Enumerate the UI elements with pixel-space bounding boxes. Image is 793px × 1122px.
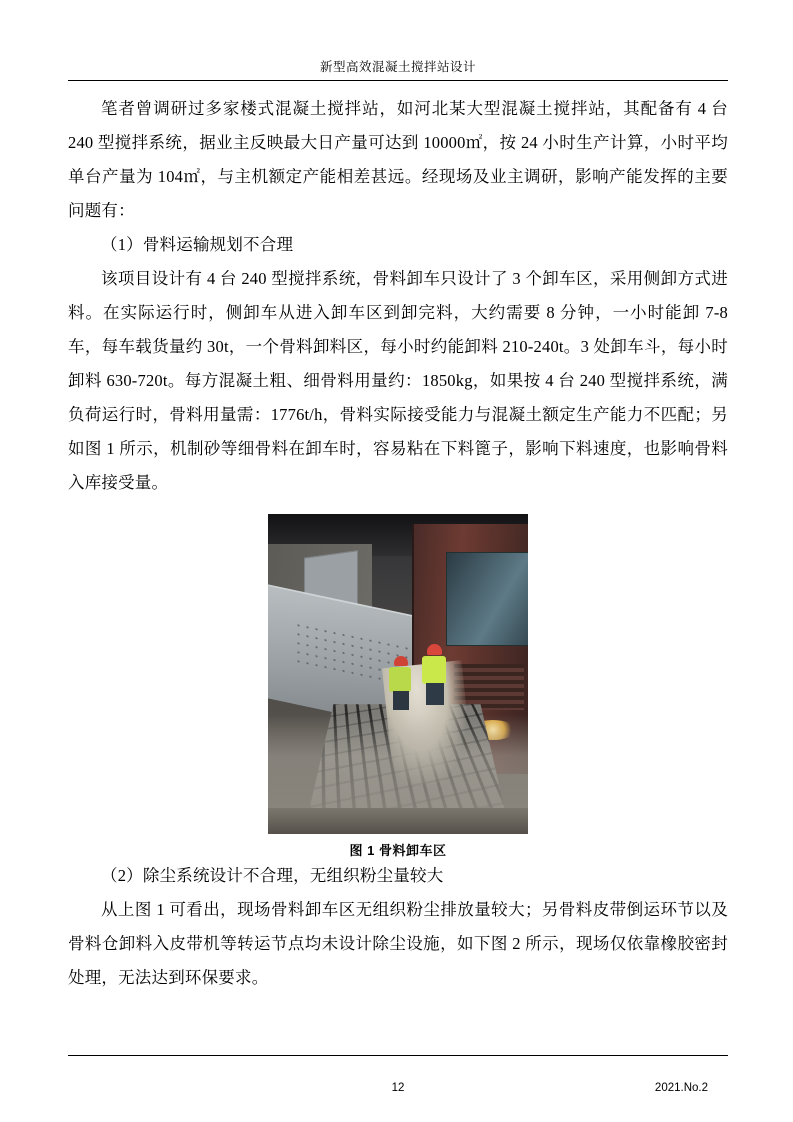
- paragraph-2-heading: （1）骨料运输规划不合理: [101, 235, 294, 254]
- photo-worker-vest: [422, 656, 446, 684]
- paragraph-5: 从上图 1 可看出，现场骨料卸车区无组织粉尘排放量较大；另骨料皮带倒运环节以及骨料仓卸料入皮带机等转运节点均未设计除尘设施，如下图 2 所示，现场仅依靠橡胶密封处理，无法达到环保要求。: [68, 900, 728, 987]
- issue-label: 2021.No.2: [654, 1082, 708, 1094]
- figure-1: [68, 514, 728, 859]
- footer-divider: [68, 1055, 728, 1056]
- document-body: [68, 92, 728, 995]
- aggregate-unloading-area-photo: [268, 514, 528, 834]
- photo-worker-vest: [389, 667, 411, 692]
- paragraph-4-heading: （2）除尘系统设计不合理，无组织粉尘量较大: [101, 866, 444, 885]
- photo-worker-helmet: [427, 644, 442, 655]
- photo-worker-legs: [393, 691, 409, 710]
- paragraph-3: 该项目设计有 4 台 240 型搅拌系统，骨料卸车只设计了 3 个卸车区，采用侧卸方式进料。在实际运行时，侧卸车从进入卸车区到卸完料，大约需要 8 分钟，一小时能卸 7-8 车，每车载货量约 30t，一个骨料卸料区，每小时约能卸料 210-240t。3 处卸车斗，每小时卸料 630-720t。每方混凝土粗、细骨料用量约：1850kg，如果按 4 台 240 型搅拌系统，满负荷运行时，骨料用量需：1776t/h，骨料实际接受能力与混凝土额定生产能力不匹配；另如图 1 所示，机制砂等细骨料在卸车时，容易粘在下料篦子，影响下料速度，也影响骨料入库接受量。: [68, 269, 728, 492]
- photo-floor-edge: [268, 808, 528, 834]
- page-number: 12: [391, 1082, 405, 1094]
- page-header: 新型高效混凝土搅拌站设计: [319, 60, 476, 74]
- photo-worker-secondary: [386, 654, 416, 710]
- photo-scene: [268, 514, 528, 834]
- photo-worker-primary: [418, 642, 452, 704]
- photo-worker-helmet: [394, 656, 408, 666]
- header-divider: [68, 80, 728, 81]
- figure-caption: 图 1 骨料卸车区: [349, 843, 447, 858]
- photo-worker-legs: [426, 683, 444, 705]
- paragraph-1: 笔者曾调研过多家楼式混凝土搅拌站，如河北某大型混凝土搅拌站，其配备有 4 台 240 型搅拌系统，据业主反映最大日产量可达到 10000㎡，按 24 小时生产计算，小时平均单台产量为 104㎡，与主机额定产能相差甚远。经现场及业主调研，影响产能发挥的主要问题有：: [68, 99, 728, 220]
- photo-truck-cab: [446, 552, 528, 646]
